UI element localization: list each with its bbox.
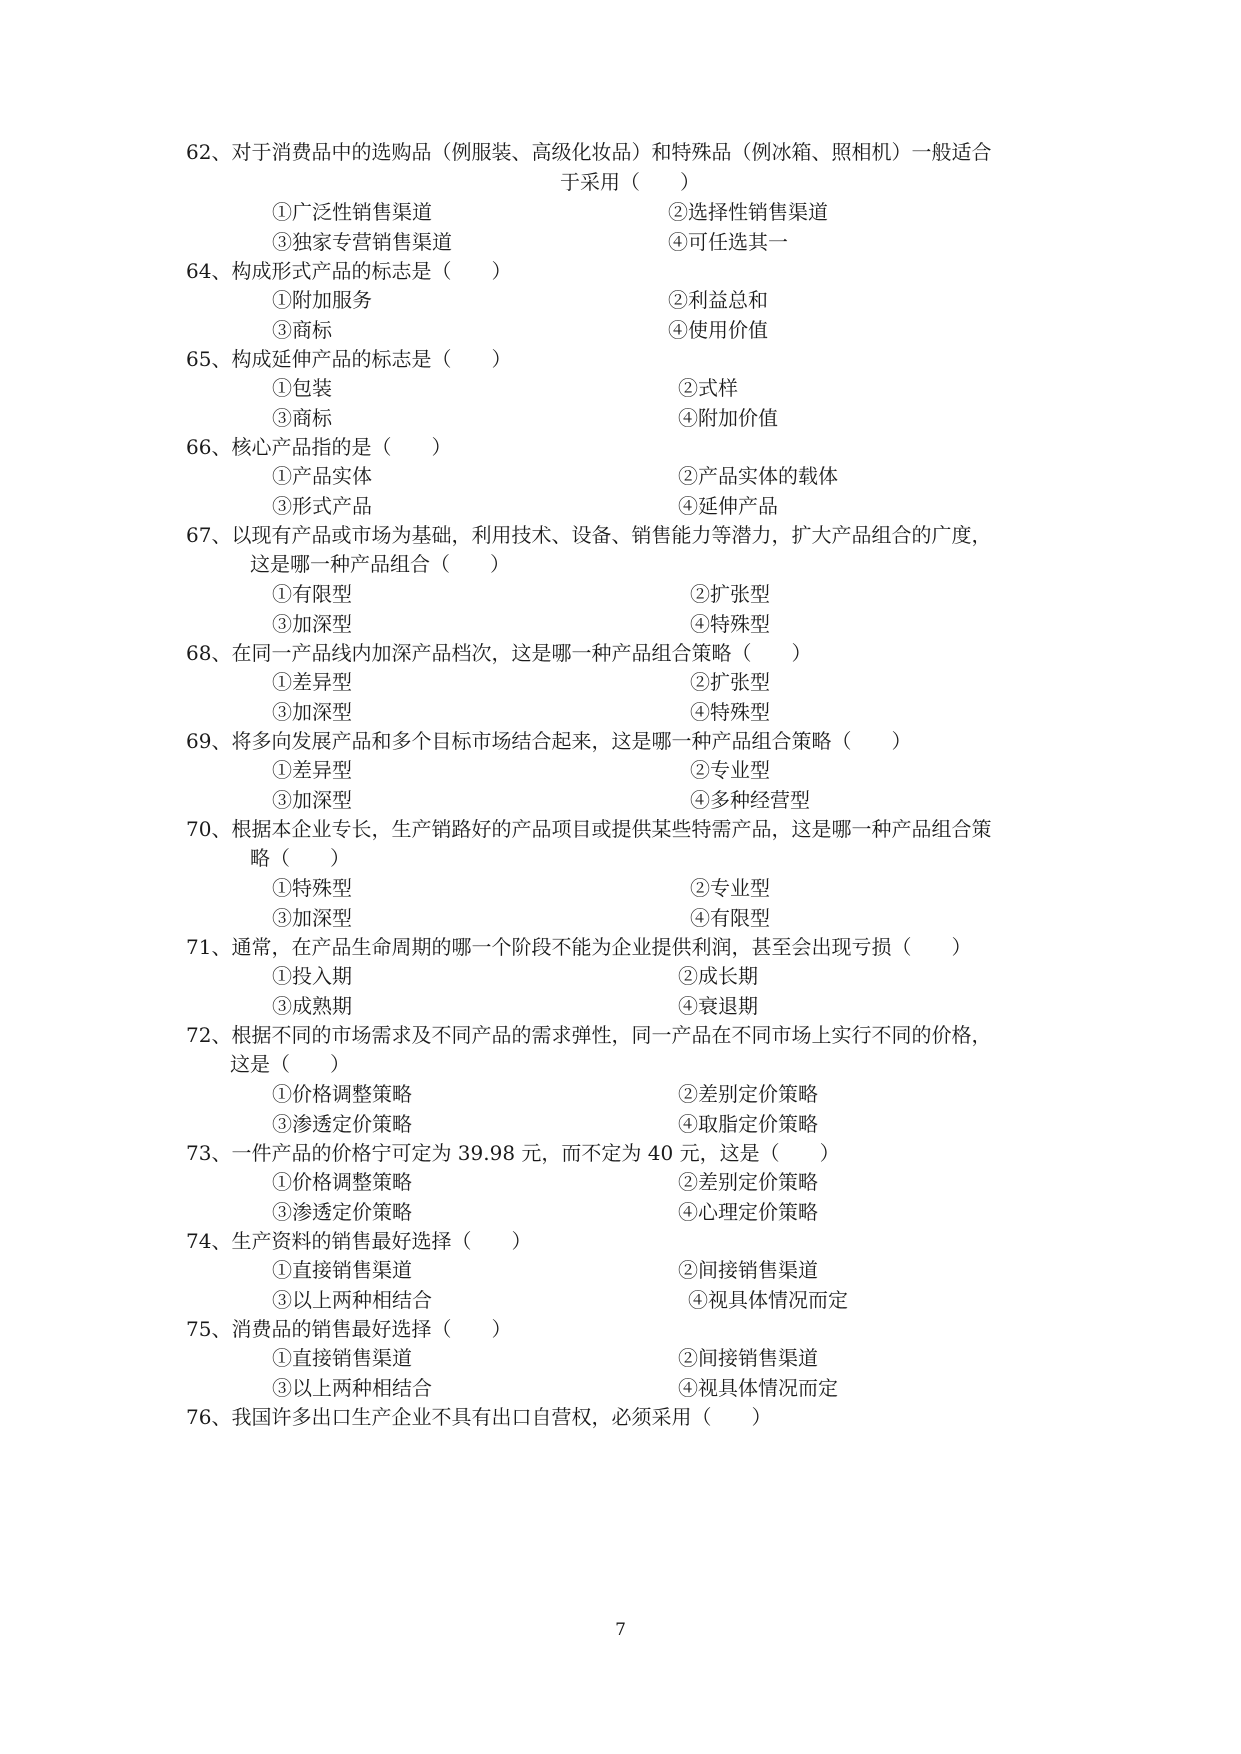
option-64-3: ③商标 bbox=[272, 318, 332, 342]
option-64-2: ②利益总和 bbox=[668, 288, 768, 312]
option-66-1: ①产品实体 bbox=[272, 464, 372, 488]
option-69-3: ③加深型 bbox=[272, 788, 352, 812]
option-69-2: ②专业型 bbox=[690, 758, 770, 782]
question-67-line-2: 这是哪一种产品组合（ ） bbox=[250, 552, 510, 576]
question-71: 71、通常，在产品生命周期的哪一个阶段不能为企业提供利润，甚至会出现亏损（ ） bbox=[186, 935, 972, 959]
question-70-line-2: 略（ ） bbox=[250, 846, 350, 870]
question-72-line-2: 这是（ ） bbox=[230, 1052, 350, 1076]
option-75-3: ③以上两种相结合 bbox=[272, 1376, 432, 1400]
question-65: 65、构成延伸产品的标志是（ ） bbox=[186, 347, 512, 371]
option-73-2: ②差别定价策略 bbox=[678, 1170, 818, 1194]
question-62-line-1: 62、对于消费品中的选购品（例服装、高级化妆品）和特殊品（例冰箱、照相机）一般适合 bbox=[186, 140, 992, 164]
option-71-3: ③成熟期 bbox=[272, 994, 352, 1018]
option-74-1: ①直接销售渠道 bbox=[272, 1258, 412, 1282]
option-62-2: ②选择性销售渠道 bbox=[668, 200, 828, 224]
option-64-4: ④使用价值 bbox=[668, 318, 768, 342]
question-64: 64、构成形式产品的标志是（ ） bbox=[186, 259, 512, 283]
option-67-2: ②扩张型 bbox=[690, 582, 770, 606]
option-66-4: ④延伸产品 bbox=[678, 494, 778, 518]
option-66-3: ③形式产品 bbox=[272, 494, 372, 518]
question-68: 68、在同一产品线内加深产品档次，这是哪一种产品组合策略（ ） bbox=[186, 641, 812, 665]
option-74-2: ②间接销售渠道 bbox=[678, 1258, 818, 1282]
option-68-1: ①差异型 bbox=[272, 670, 352, 694]
option-62-4: ④可任选其一 bbox=[668, 230, 788, 254]
page-number: 7 bbox=[615, 1620, 626, 1640]
option-71-4: ④衰退期 bbox=[678, 994, 758, 1018]
option-68-4: ④特殊型 bbox=[690, 700, 770, 724]
option-65-4: ④附加价值 bbox=[678, 406, 778, 430]
option-69-1: ①差异型 bbox=[272, 758, 352, 782]
option-67-1: ①有限型 bbox=[272, 582, 352, 606]
question-66: 66、核心产品指的是（ ） bbox=[186, 435, 452, 459]
option-70-4: ④有限型 bbox=[690, 906, 770, 930]
option-70-2: ②专业型 bbox=[690, 876, 770, 900]
question-76: 76、我国许多出口生产企业不具有出口自营权，必须采用（ ） bbox=[186, 1405, 772, 1429]
option-72-3: ③渗透定价策略 bbox=[272, 1112, 412, 1136]
option-73-1: ①价格调整策略 bbox=[272, 1170, 412, 1194]
option-72-2: ②差别定价策略 bbox=[678, 1082, 818, 1106]
option-73-4: ④心理定价策略 bbox=[678, 1200, 818, 1224]
question-74: 74、生产资料的销售最好选择（ ） bbox=[186, 1229, 532, 1253]
option-69-4: ④多种经营型 bbox=[690, 788, 810, 812]
question-75: 75、消费品的销售最好选择（ ） bbox=[186, 1317, 512, 1341]
option-74-4: ④视具体情况而定 bbox=[688, 1288, 848, 1312]
option-67-3: ③加深型 bbox=[272, 612, 352, 636]
option-73-3: ③渗透定价策略 bbox=[272, 1200, 412, 1224]
option-71-2: ②成长期 bbox=[678, 964, 758, 988]
option-62-1: ①广泛性销售渠道 bbox=[272, 200, 432, 224]
option-70-3: ③加深型 bbox=[272, 906, 352, 930]
option-75-1: ①直接销售渠道 bbox=[272, 1346, 412, 1370]
option-74-3: ③以上两种相结合 bbox=[272, 1288, 432, 1312]
option-70-1: ①特殊型 bbox=[272, 876, 352, 900]
option-64-1: ①附加服务 bbox=[272, 288, 372, 312]
option-65-3: ③商标 bbox=[272, 406, 332, 430]
question-70-line-1: 70、根据本企业专长，生产销路好的产品项目或提供某些特需产品，这是哪一种产品组合策 bbox=[186, 817, 992, 841]
option-68-3: ③加深型 bbox=[272, 700, 352, 724]
option-62-3: ③独家专营销售渠道 bbox=[272, 230, 452, 254]
question-67-line-1: 67、以现有产品或市场为基础，利用技术、设备、销售能力等潜力，扩大产品组合的广度， bbox=[186, 523, 992, 547]
option-72-1: ①价格调整策略 bbox=[272, 1082, 412, 1106]
question-69: 69、将多向发展产品和多个目标市场结合起来，这是哪一种产品组合策略（ ） bbox=[186, 729, 912, 753]
option-66-2: ②产品实体的载体 bbox=[678, 464, 838, 488]
option-65-2: ②式样 bbox=[678, 376, 738, 400]
question-72-line-1: 72、根据不同的市场需求及不同产品的需求弹性，同一产品在不同市场上实行不同的价格， bbox=[186, 1023, 992, 1047]
question-73: 73、一件产品的价格宁可定为 39.98 元，而不定为 40 元，这是（ ） bbox=[186, 1141, 840, 1165]
option-65-1: ①包装 bbox=[272, 376, 332, 400]
option-68-2: ②扩张型 bbox=[690, 670, 770, 694]
option-75-2: ②间接销售渠道 bbox=[678, 1346, 818, 1370]
option-67-4: ④特殊型 bbox=[690, 612, 770, 636]
question-62-line-2: 于采用（ ） bbox=[560, 170, 700, 194]
option-71-1: ①投入期 bbox=[272, 964, 352, 988]
option-75-4: ④视具体情况而定 bbox=[678, 1376, 838, 1400]
option-72-4: ④取脂定价策略 bbox=[678, 1112, 818, 1136]
